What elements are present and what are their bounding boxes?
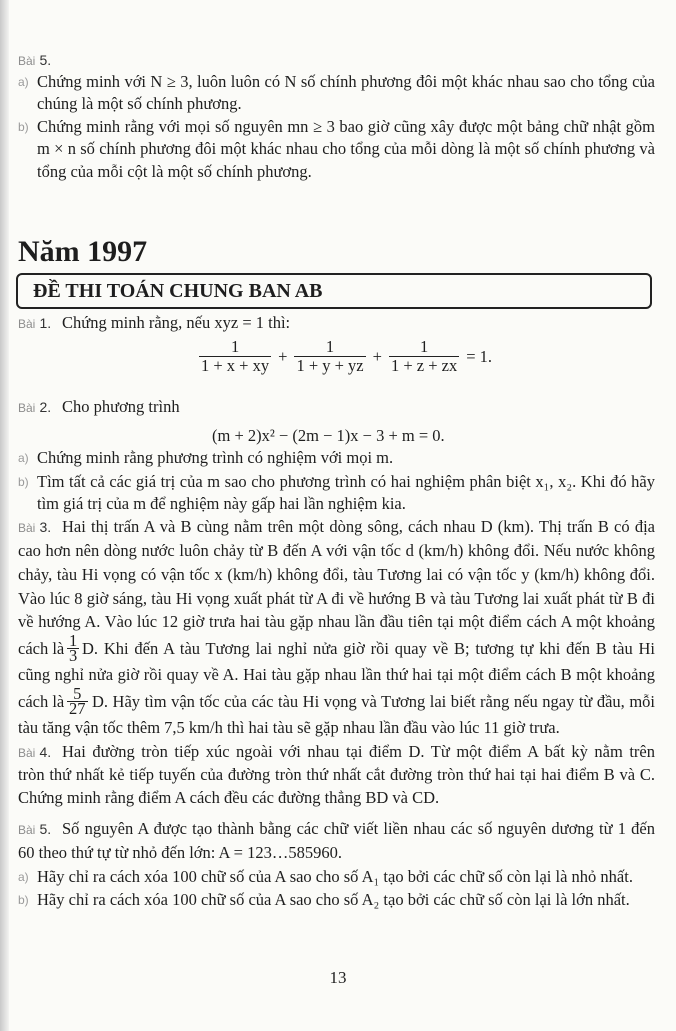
text-line: Số nguyên A được tạo thành bằng các chữ viết liền nhau các số nguyên dương từ 1 đến	[62, 819, 655, 838]
fraction-equation	[196, 338, 496, 375]
numerator: 1	[69, 631, 78, 650]
problem-heading	[18, 819, 51, 840]
text-line: m × n số chính phương đôi một khác nhau cho tổng của mỗi dòng là một số chính phương và	[37, 139, 655, 158]
problem-number: 1.	[39, 315, 52, 331]
text-line: tổng của mỗi cột là một số chính phương.	[37, 162, 312, 181]
equation: (m + 2)x² − (2m − 1)x − 3 + m = 0.	[212, 426, 445, 445]
problem-heading	[18, 742, 51, 763]
text-line: tìm giá trị của m để nghiệm này gấp hai lần nghiệm kia.	[37, 494, 406, 513]
denominator: 1 + z + zx	[390, 356, 458, 375]
problem-label: Bài	[18, 823, 36, 837]
text-line: cao hơn nên dòng nước luôn chảy từ B đến A với vận tốc d (km/h) không đổi. Nếu nước không	[18, 541, 655, 560]
item-label: a)	[18, 75, 29, 89]
plus-sign: +	[372, 346, 382, 366]
plus-sign: +	[278, 346, 288, 366]
item-label: a)	[18, 870, 29, 884]
fraction-five-27ths	[67, 684, 88, 718]
text-line: Chứng minh rằng với mọi số nguyên mn ≥ 3 bao giờ cũng xây được một bảng chữ nhật gồm	[37, 117, 655, 136]
text-line: D. Hãy tìm vận tốc của các tàu Hi vọng và Tương lai biết rằng nếu ngay từ đầu, mỗi	[92, 692, 655, 711]
numerator: 1	[419, 337, 429, 356]
text-line: chúng là một số chính phương.	[37, 94, 242, 113]
year-heading: Năm 1997	[18, 235, 148, 268]
text-line: Cho phương trình	[62, 397, 180, 416]
text-line: Chứng minh với N ≥ 3, luôn luôn có N số chính phương đôi một khác nhau sao cho tổng của	[37, 72, 655, 91]
item-label: a)	[18, 451, 29, 465]
scan-edge-shadow	[0, 0, 9, 1031]
denominator: 27	[69, 699, 86, 718]
problem-heading	[18, 50, 51, 71]
text-line: tàu tăng vận tốc thêm 7,5 km/h thì hai tàu sẽ gặp nhau lần đầu vào lúc 11 giờ trưa.	[18, 718, 560, 737]
text-line: cách là	[18, 692, 65, 711]
text-line: Chứng minh rằng điểm A cách đều các đường thẳng BD và CD.	[18, 788, 440, 807]
text-line: cũng nghỉ nửa giờ rồi quay về A. Hai tàu gặp nhau lần thứ hai tại một điểm cách B một khoảng	[18, 665, 655, 684]
problem-label: Bài	[18, 54, 36, 68]
denominator: 1 + x + xy	[201, 356, 270, 375]
text-line: chảy, tàu Hi vọng có vận tốc x (km/h) không đổi, tàu Tương lai có vận tốc y (km/h) không đổi.	[18, 565, 655, 584]
text-line: D. Khi đến A tàu Tương lai nghỉ nửa giờ rồi quay về B; tương tự khi đến B tàu Hi	[82, 639, 655, 658]
text-line: tròn thứ nhất kẻ tiếp tuyến của đường tròn thứ nhất cắt đường tròn thứ hai tại hai điểm B và C.	[18, 765, 655, 784]
problem-label: Bài	[18, 746, 36, 760]
numerator: 1	[325, 337, 335, 356]
text-line: Hãy chỉ ra cách xóa 100 chữ số của A sao cho số A₁ tạo bởi các chữ số còn lại là nhỏ nhất.	[37, 867, 633, 886]
problem-label: Bài	[18, 401, 36, 415]
text-line: Chứng minh rằng, nếu xyz = 1 thì:	[62, 313, 291, 332]
problem-number: 4.	[39, 744, 52, 760]
fraction	[294, 338, 365, 375]
text-line: Chứng minh rằng phương trình có nghiệm với mọi m.	[37, 448, 394, 467]
text-line: Hai thị trấn A và B cùng nằm trên một dòng sông, cách nhau D (km). Thị trấn B có địa	[62, 517, 655, 536]
problem-heading	[18, 313, 51, 334]
item-label: b)	[18, 475, 29, 489]
denominator: 1 + y + yz	[296, 356, 364, 375]
item-label: b)	[18, 120, 29, 134]
fraction	[389, 338, 459, 375]
numerator: 1	[230, 337, 240, 356]
text-line: cách là	[18, 639, 65, 658]
text-line: về hướng A. Vào lúc 12 giờ trưa hai tàu gặp nhau lần đầu tiên tại một điểm cách A một khoảng	[18, 612, 655, 631]
problem-number: 5.	[39, 52, 52, 68]
problem-heading	[18, 517, 51, 538]
problem-number: 2.	[39, 399, 52, 415]
text-line: Hai đường tròn tiếp xúc ngoài với nhau tại điểm D. Từ một điểm A bất kỳ nằm trên	[62, 742, 655, 761]
section-title-box	[16, 273, 652, 309]
item-label: b)	[18, 893, 29, 907]
text-line: Tìm tất cả các giá trị của m sao cho phương trình có hai nghiệm phân biệt x₁, x₂. Khi đó hãy	[37, 472, 655, 491]
equals-result: = 1.	[466, 346, 493, 366]
problem-number: 3.	[39, 519, 52, 535]
fraction-one-third	[67, 631, 79, 665]
denominator: 3	[69, 646, 78, 665]
text-line: Hãy chỉ ra cách xóa 100 chữ số của A sao cho số A₂ tạo bởi các chữ số còn lại là lớn nhất.	[37, 890, 630, 909]
section-title: ĐỀ THI TOÁN CHUNG BAN AB	[33, 280, 323, 302]
text-line: Vào lúc 8 giờ sáng, tàu Hi vọng xuất phát từ A đi về hướng B và tàu Tương lai xuất phát từ B đi	[18, 589, 655, 608]
page-number: 13	[329, 968, 347, 987]
problem-heading	[18, 397, 51, 418]
problem-label: Bài	[18, 317, 36, 331]
problem-label: Bài	[18, 521, 36, 535]
numerator: 5	[73, 684, 82, 703]
text-line: 60 theo thứ tự từ nhỏ đến lớn: A = 123…585960.	[18, 843, 342, 862]
fraction	[199, 338, 271, 375]
problem-number: 5.	[39, 821, 52, 837]
